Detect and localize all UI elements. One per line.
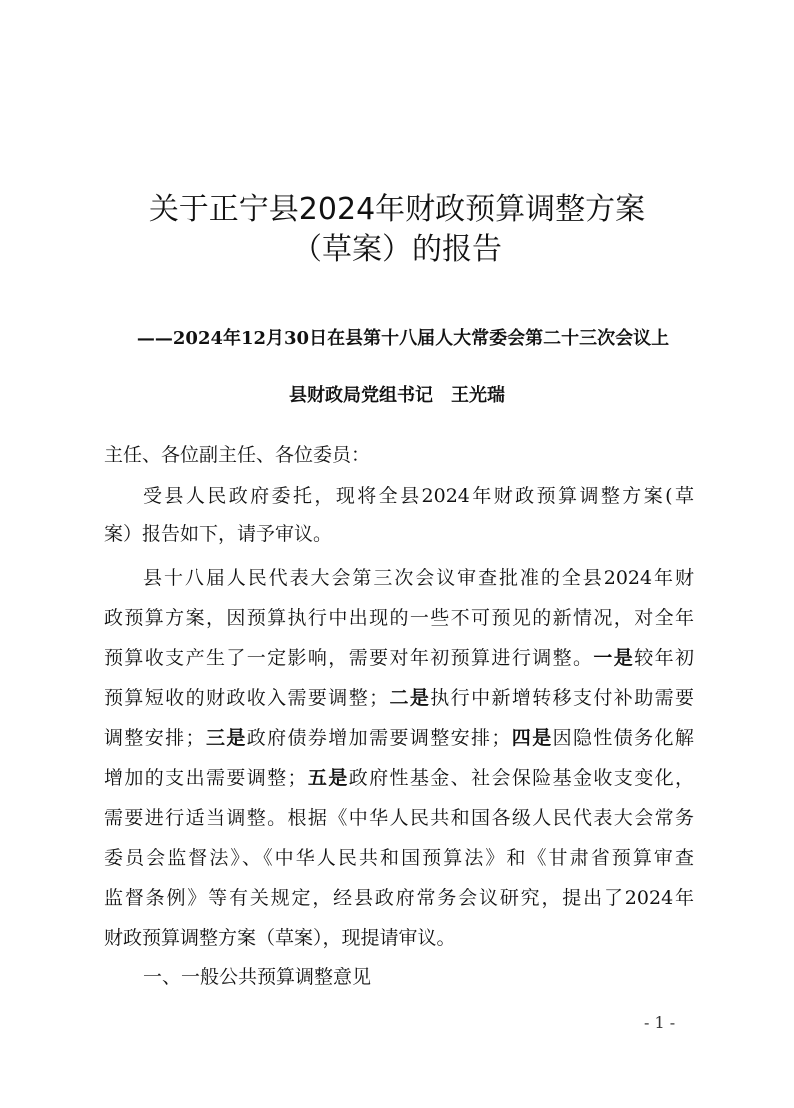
emphasis-first: 一是: [593, 647, 635, 669]
emphasis-fifth: 五是: [306, 767, 349, 789]
report-subtitle-author: 县财政局党组书记 王光瑞: [289, 385, 505, 406]
text-run: 因隐性债务化解: [552, 727, 694, 749]
text-run: 政府债券增加需要调整安排；: [246, 727, 511, 749]
paragraph-1-line-2: 案）报告如下，请予审议。: [104, 523, 333, 545]
paragraph-2-line-1: 县十八届人民代表大会第三次会议审查批准的全县2024年财: [143, 567, 694, 589]
text-run: 预算短收的财政收入需要调整；: [104, 687, 389, 709]
text-run: 较年初: [634, 647, 694, 669]
paragraph-2-line-5: [104, 723, 694, 750]
text-run: 政府性基金、社会保险基金收支变化，: [348, 767, 694, 789]
page-number: - 1 -: [644, 1013, 676, 1032]
paragraph-2-line-6: [104, 763, 694, 790]
salutation: 主任、各位副主任、各位委员：: [104, 444, 371, 466]
text-run: 执行中新增转移支付补助需要: [430, 687, 694, 709]
paragraph-2-line-4: [104, 683, 694, 710]
paragraph-1-line-1: 受县人民政府委托，现将全县2024年财政预算调整方案(草: [143, 485, 694, 507]
report-title-line-2: （草案）的报告: [292, 232, 502, 267]
paragraph-2-line-2: 政预算方案，因预算执行中出现的一些不可预见的新情况，对全年: [104, 607, 694, 629]
paragraph-2-line-10: 财政预算调整方案（草案），现提请审议。: [104, 927, 456, 949]
text-run: 增加的支出需要调整；: [104, 767, 307, 789]
section-1-heading: 一、一般公共预算调整意见: [143, 966, 372, 988]
paragraph-2-line-7: 需要进行适当调整。根据《中华人民共和国各级人民代表大会常务: [104, 807, 694, 829]
report-subtitle-occasion: ——2024年12月30日在县第十八届人大常委会第二十三次会议上: [136, 328, 670, 349]
text-run: 预算收支产生了一定影响，需要对年初预算进行调整。: [104, 647, 594, 669]
text-run: 调整安排；: [104, 727, 205, 749]
paragraph-2-line-3: [104, 643, 694, 670]
emphasis-fourth: 四是: [510, 727, 553, 749]
paragraph-2-line-8: 委员会监督法》、《中华人民共和国预算法》和《甘肃省预算审查: [104, 847, 694, 869]
paragraph-2-line-9: 监督条例》等有关规定，经县政府常务会议研究，提出了2024年: [104, 887, 694, 909]
emphasis-second: 二是: [388, 687, 431, 709]
emphasis-third: 三是: [204, 727, 247, 749]
report-title-line-1: 关于正宁县2024年财政预算调整方案: [148, 192, 646, 227]
